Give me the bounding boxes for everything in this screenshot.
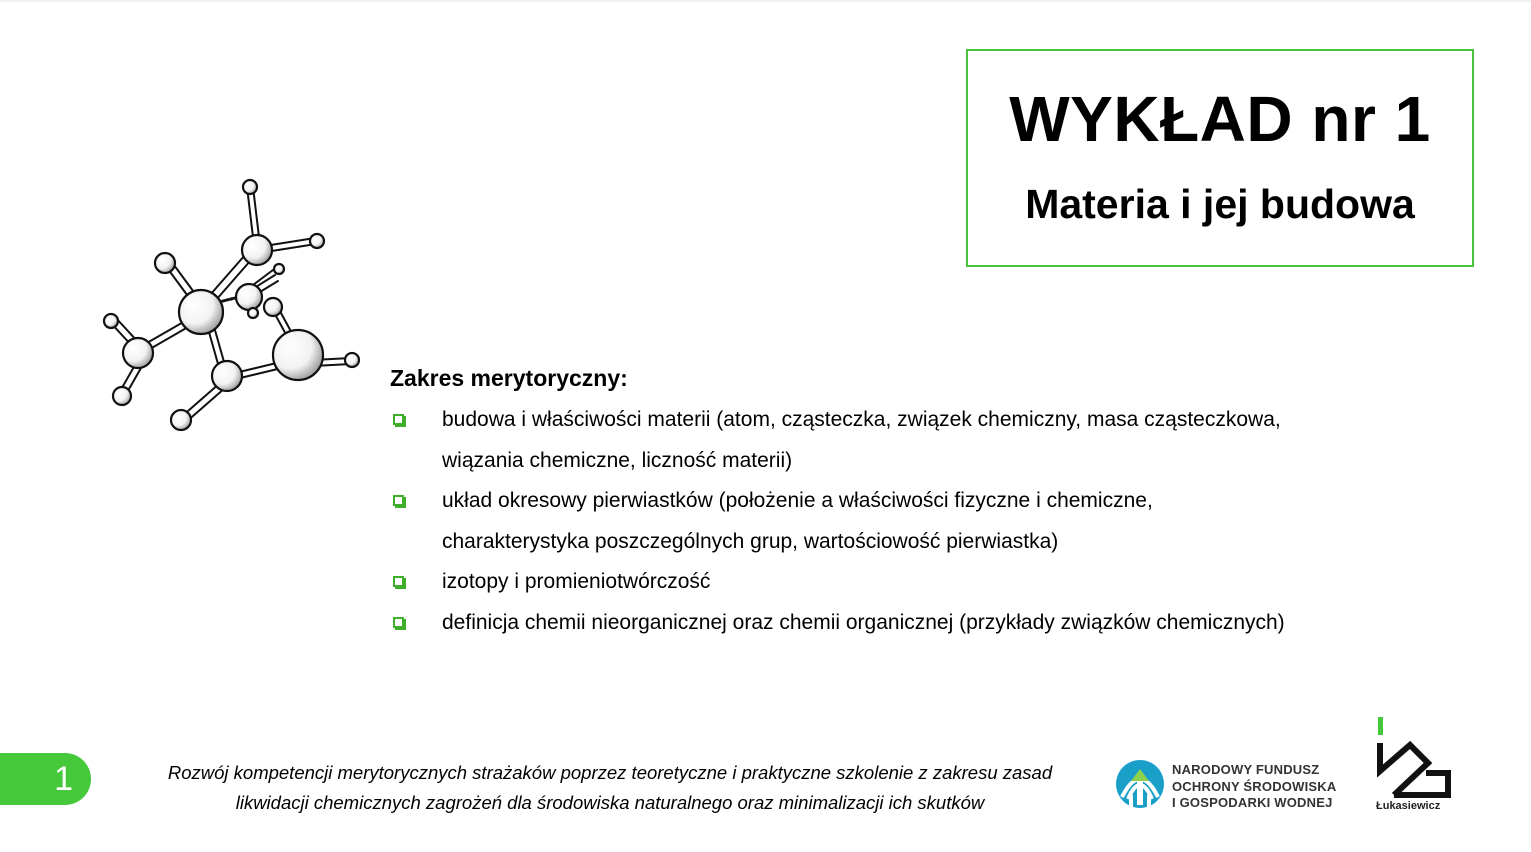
project-description-line: likwidacji chemicznych zagrożeń dla środowiska naturalnego oraz minimalizacji ich skutków xyxy=(235,792,985,813)
list-item-line: charakterystyka poszczególnych grup, wartościowość pierwiastka) xyxy=(442,529,1059,553)
list-item-line: definicja chemii nieorganicznej oraz chemii organicznej (przykłady związków chemicznych) xyxy=(442,610,1285,634)
scope-heading: Zakres merytoryczny: xyxy=(390,365,628,391)
list-item xyxy=(390,481,1390,562)
title-box xyxy=(966,49,1474,267)
top-divider xyxy=(0,0,1531,2)
list-item-line: układ okresowy pierwiastków (położenie a właściwości fizyczne i chemiczne, xyxy=(442,489,1153,512)
checkbox-bullet-icon xyxy=(393,495,404,506)
lecture-subtitle: Materia i jej budowa xyxy=(1025,181,1415,227)
list-item-line: wiązania chemiczne, liczność materii) xyxy=(442,448,793,472)
checkbox-bullet-icon xyxy=(393,576,404,587)
list-item-line: budowa i właściwości materii (atom, cząsteczka, związek chemiczny, masa cząsteczkowa, xyxy=(442,408,1281,431)
project-description xyxy=(130,758,1090,818)
list-item xyxy=(390,400,1390,481)
nfosigw-logo-line: OCHRONY ŚRODOWISKA xyxy=(1172,778,1337,794)
checkbox-bullet-icon xyxy=(393,617,404,628)
list-item-line: izotopy i promieniotwórczość xyxy=(442,570,711,593)
lukasiewicz-logo-text: Łukasiewicz xyxy=(1376,800,1441,812)
molecule-illustration xyxy=(95,175,370,440)
nfosigw-logo-text xyxy=(1172,762,1336,812)
lecture-title: WYKŁAD nr 1 xyxy=(1009,83,1431,155)
nfosigw-logo-line: NARODOWY FUNDUSZ xyxy=(1172,762,1320,777)
checkbox-bullet-icon xyxy=(393,414,404,425)
list-item xyxy=(390,603,1390,644)
page-number-badge: 1 xyxy=(0,753,91,805)
list-item xyxy=(390,562,1390,603)
nfosigw-logo-line: I GOSPODARKI WODNEJ xyxy=(1172,795,1333,810)
nfosigw-logo-icon xyxy=(1114,757,1166,811)
lukasiewicz-logo-icon xyxy=(1372,715,1452,799)
scope-list xyxy=(390,400,1390,643)
project-description-line: Rozwój kompetencji merytorycznych strażaków poprzez teoretyczne i praktyczne szkolenie z zakresu zasad xyxy=(167,762,1053,783)
